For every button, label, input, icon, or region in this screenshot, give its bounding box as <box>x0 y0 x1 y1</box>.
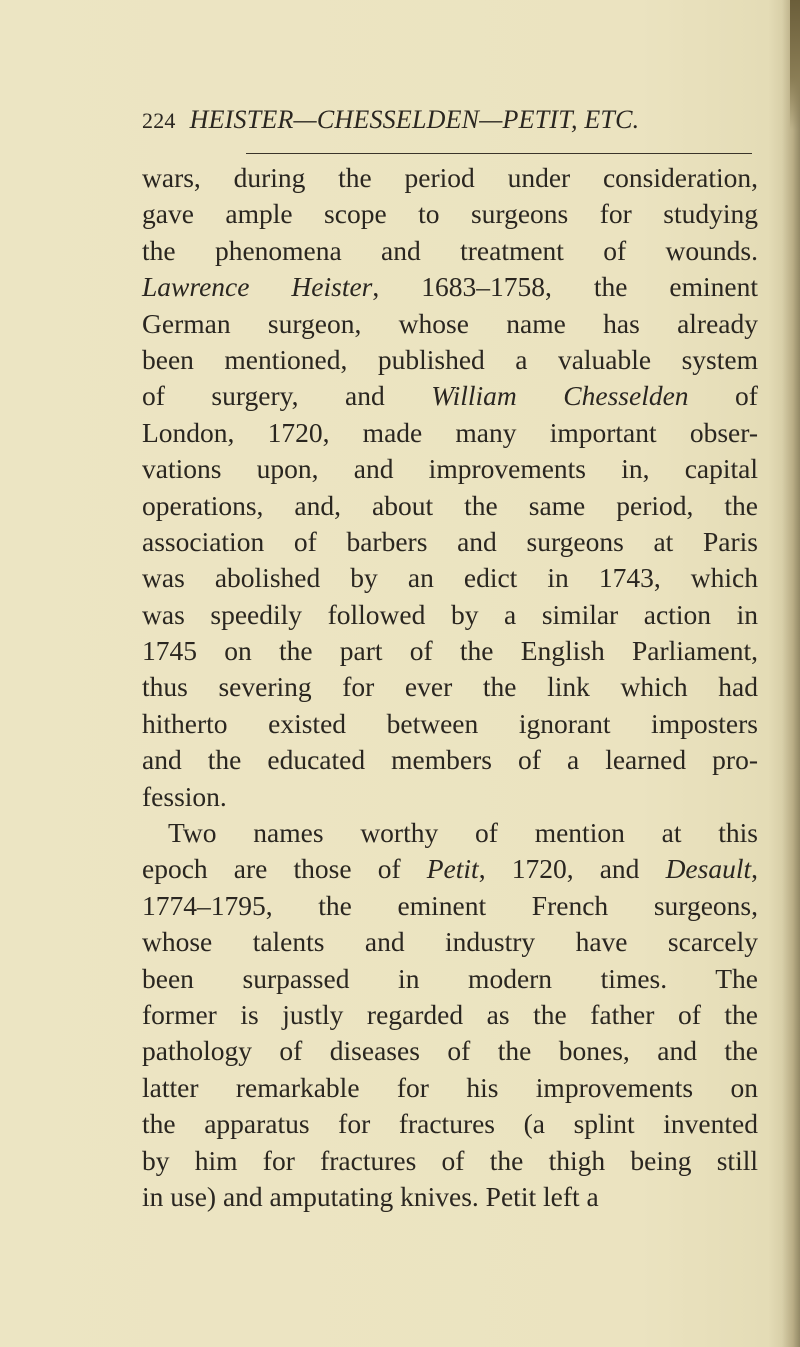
text-run: in use) and amputating knives. Petit left a <box>142 1180 599 1212</box>
text-run: and the educated members of a learned pro- <box>142 744 758 776</box>
body-text <box>142 160 758 1215</box>
text-run: pathology of diseases of the bones, and the <box>142 1035 758 1067</box>
text-line <box>142 597 758 633</box>
text-line <box>142 706 758 742</box>
paragraph <box>142 815 758 1215</box>
paragraph <box>142 160 758 815</box>
text-run: been mentioned, published a valuable system <box>142 343 758 375</box>
text-run: wars, during the period under consideration, <box>142 162 758 193</box>
text-run: London, 1720, made many important obser- <box>142 416 758 448</box>
text-line <box>142 342 758 378</box>
text-line <box>142 742 758 778</box>
text-run: the apparatus for fractures (a splint invented <box>142 1108 758 1140</box>
text-line <box>142 269 758 305</box>
running-header <box>142 100 762 140</box>
italic-name: Desault <box>665 853 752 885</box>
text-line <box>142 233 758 269</box>
text-line <box>142 961 758 997</box>
text-line <box>142 160 758 196</box>
text-line <box>142 196 758 232</box>
text-run: Two names worthy of mention at this <box>168 817 758 849</box>
text-run: whose talents and industry have scarcely <box>142 926 758 958</box>
text-line <box>142 1106 758 1142</box>
text-run: was abolished by an edict in 1743, which <box>142 562 758 594</box>
text-run: 1745 on the part of the English Parliament, <box>142 635 758 667</box>
text-run: operations, and, about the same period, the <box>142 489 758 521</box>
text-run: vations upon, and improvements in, capital <box>142 453 758 485</box>
text-run: hitherto existed between ignorant imposters <box>142 707 758 739</box>
text-line <box>142 888 758 924</box>
italic-name: Petit <box>426 853 479 885</box>
text-run: of surgery, and <box>142 380 432 412</box>
text-run: of <box>688 380 758 412</box>
text-run: latter remarkable for his improvements on <box>142 1071 758 1103</box>
text-run: , 1683–1758, the eminent <box>372 271 758 303</box>
text-line <box>142 560 758 596</box>
page-edge-dark <box>790 0 800 130</box>
text-line <box>142 815 758 851</box>
page-edge-shadow <box>782 0 800 1347</box>
text-run: the phenomena and treatment of wounds. <box>142 234 758 266</box>
text-run: , 1720, and <box>478 853 666 885</box>
text-line <box>142 306 758 342</box>
text-run: epoch are those of <box>142 853 427 885</box>
text-run: gave ample scope to surgeons for studying <box>142 198 758 230</box>
italic-name: William Chesselden <box>431 380 689 412</box>
text-line <box>142 1033 758 1069</box>
text-run: was speedily followed by a similar action in <box>142 598 758 630</box>
italic-name: Lawrence Heister <box>142 271 373 303</box>
text-line <box>142 488 758 524</box>
text-line <box>142 524 758 560</box>
running-title: HEISTER—CHESSELDEN—PETIT, ETC. <box>189 105 640 134</box>
text-line <box>142 415 758 451</box>
text-run: by him for fractures of the thigh being still <box>142 1144 758 1176</box>
text-line <box>142 997 758 1033</box>
text-line <box>142 779 758 815</box>
page-number: 224 <box>142 108 176 133</box>
text-run: fession. <box>142 780 227 812</box>
text-line <box>142 1179 758 1215</box>
text-run: been surpassed in modern times. The <box>142 962 758 994</box>
text-run: , <box>751 853 758 885</box>
text-line <box>142 378 758 414</box>
text-run: 1774–1795, the eminent French surgeons, <box>142 889 758 921</box>
text-run: association of barbers and surgeons at Paris <box>142 525 758 557</box>
text-line <box>142 851 758 887</box>
text-line <box>142 633 758 669</box>
text-line <box>142 1070 758 1106</box>
text-run: German surgeon, whose name has already <box>142 307 758 339</box>
header-rule <box>246 153 752 154</box>
text-line <box>142 451 758 487</box>
text-line <box>142 924 758 960</box>
text-line <box>142 1143 758 1179</box>
text-run: former is justly regarded as the father of the <box>142 998 758 1030</box>
text-run: thus severing for ever the link which had <box>142 671 758 703</box>
text-line <box>142 669 758 705</box>
